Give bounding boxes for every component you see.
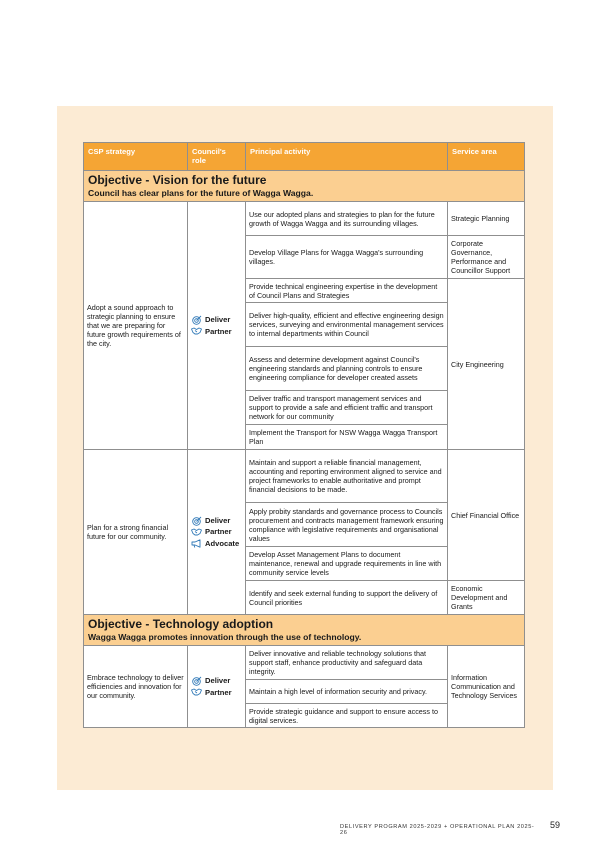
page-footer <box>340 820 560 836</box>
table-row <box>84 202 525 236</box>
header-councils-role: Council's role <box>188 143 246 171</box>
role-partner <box>191 327 242 336</box>
role-deliver <box>191 676 242 685</box>
role-cell <box>188 450 246 615</box>
service-area-cell: Information Communication and Technology Services <box>448 646 525 728</box>
deliver-target-icon <box>191 315 202 324</box>
activity-cell: Provide technical engineering expertise in the development of Council Plans and Strategies <box>246 279 448 303</box>
activity-cell: Provide strategic guidance and support to ensure access to digital services. <box>246 704 448 728</box>
role-cell <box>188 202 246 450</box>
service-area-cell: City Engineering <box>448 279 525 450</box>
table-header-row <box>84 143 525 171</box>
service-area-cell: Chief Financial Office <box>448 450 525 581</box>
objective-row <box>84 171 525 202</box>
activity-cell: Maintain a high level of information security and privacy. <box>246 680 448 704</box>
activity-cell: Use our adopted plans and strategies to plan for the future growth of Wagga Wagga and its surrounding villages. <box>246 202 448 236</box>
objective-subtitle: Wagga Wagga promotes innovation through the use of technology. <box>88 631 362 642</box>
header-csp-strategy: CSP strategy <box>84 143 188 171</box>
service-area-cell: Economic Development and Grants <box>448 581 525 615</box>
role-deliver-label: Deliver <box>205 676 231 686</box>
activity-cell: Apply probity standards and governance process to Councils procurement and contracts management framework ensuring compliance with legislative requirements and organisational values <box>246 503 448 547</box>
header-service-area: Service area <box>448 143 525 171</box>
role-deliver-label: Deliver <box>205 315 231 325</box>
footer-document-title: DELIVERY PROGRAM 2025-2029 + OPERATIONAL PLAN 2025-26 <box>340 824 535 836</box>
role-partner <box>191 688 242 697</box>
strategy-cell: Embrace technology to deliver efficiencies and innovation for our community. <box>84 646 188 728</box>
role-advocate <box>191 539 242 548</box>
objective-title: Objective - Vision for the future <box>88 173 267 187</box>
activity-cell: Develop Asset Management Plans to document maintenance, renewal and upgrade requirements in line with community service levels <box>246 547 448 581</box>
role-advocate-label: Advocate <box>205 538 240 548</box>
activity-cell: Deliver innovative and reliable technology solutions that support staff, enhance productivity and safeguard data integrity. <box>246 646 448 680</box>
activity-cell: Maintain and support a reliable financial management, accounting and reporting environment aligned to service and project frameworks to enable authoritative and prompt financial decisions to be made. <box>246 450 448 503</box>
partner-handshake-icon <box>191 528 202 537</box>
role-partner <box>191 527 242 536</box>
objective-row <box>84 615 525 646</box>
role-deliver <box>191 315 242 324</box>
table-row <box>84 646 525 680</box>
activity-cell: Develop Village Plans for Wagga Wagga's surrounding villages. <box>246 236 448 279</box>
activity-cell: Assess and determine development against Council's engineering standards and planning controls to ensure engineering compliance for developer created assets <box>246 347 448 391</box>
table-row <box>84 450 525 503</box>
role-deliver-label: Deliver <box>205 515 231 525</box>
activity-cell: Identify and seek external funding to support the delivery of Council priorities <box>246 581 448 615</box>
partner-handshake-icon <box>191 327 202 336</box>
activity-cell: Deliver high-quality, efficient and effective engineering design services, surveying and environmental management services to internal departments within Council <box>246 303 448 347</box>
activity-cell: Deliver traffic and transport management services and support to provide a safe and efficient traffic and transport network for our community <box>246 391 448 425</box>
operational-plan-table <box>83 142 525 728</box>
deliver-target-icon <box>191 516 202 525</box>
objective-cell <box>84 615 525 646</box>
role-cell <box>188 646 246 728</box>
objective-cell <box>84 171 525 202</box>
strategy-cell: Adopt a sound approach to strategic planning to ensure that we are preparing for future growth requirements of the city. <box>84 202 188 450</box>
strategy-cell: Plan for a strong financial future for our community. <box>84 450 188 615</box>
page-number: 59 <box>549 820 560 830</box>
role-partner-label: Partner <box>205 326 232 336</box>
role-partner-label: Partner <box>205 687 232 697</box>
objective-subtitle: Council has clear plans for the future of Wagga Wagga. <box>88 187 314 198</box>
role-partner-label: Partner <box>205 527 232 537</box>
activity-cell: Implement the Transport for NSW Wagga Wagga Transport Plan <box>246 425 448 450</box>
partner-handshake-icon <box>191 688 202 697</box>
service-area-cell: Corporate Governance, Performance and Councillor Support <box>448 236 525 279</box>
deliver-target-icon <box>191 676 202 685</box>
service-area-cell: Strategic Planning <box>448 202 525 236</box>
advocate-megaphone-icon <box>191 539 202 548</box>
header-principal-activity: Principal activity <box>246 143 448 171</box>
role-deliver <box>191 516 242 525</box>
objective-title: Objective - Technology adoption <box>88 617 274 632</box>
